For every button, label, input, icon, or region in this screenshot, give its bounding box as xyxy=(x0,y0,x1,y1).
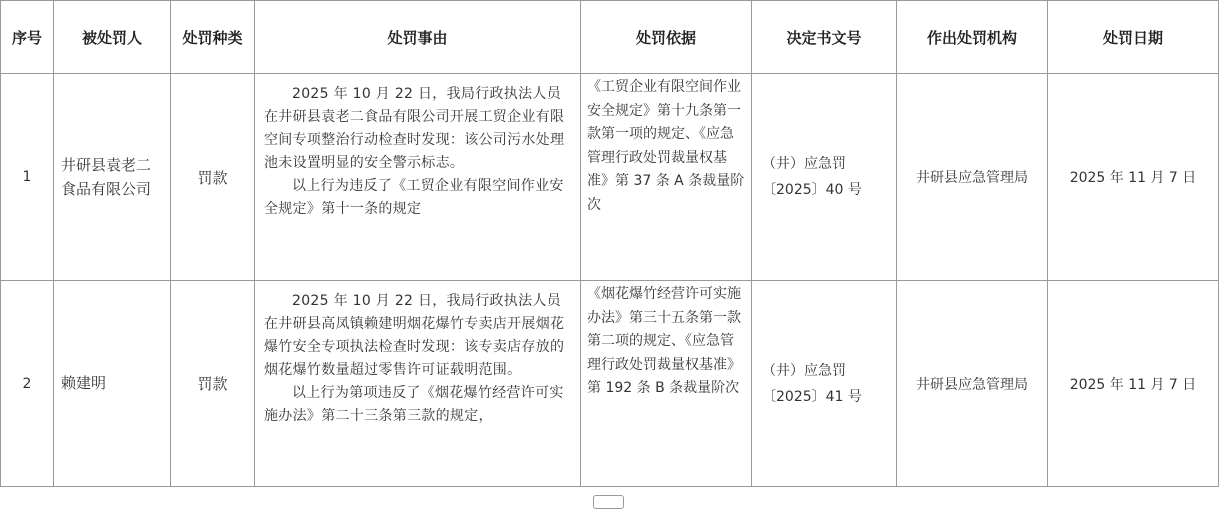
cell-date: 2025 年 11 月 7 日 xyxy=(1048,74,1219,281)
reason-conclusion: 以上行为第项违反了《烟花爆竹经营许可实施办法》第二十三条第三款的规定， xyxy=(264,385,564,424)
doc-no-number: 〔2025〕40 号 xyxy=(762,182,862,198)
table-row xyxy=(1,281,1219,487)
cell-doc-no xyxy=(752,281,897,487)
reason-conclusion: 以上行为违反了《工贸企业有限空间作业安全规定》第十一条的规定 xyxy=(264,178,564,217)
header-seq: 序号 xyxy=(1,1,54,74)
header-party: 被处罚人 xyxy=(54,1,171,74)
cell-party: 井研县袁老二食品有限公司 xyxy=(54,74,171,281)
cell-type: 罚款 xyxy=(171,74,255,281)
header-type: 处罚种类 xyxy=(171,1,255,74)
cell-basis xyxy=(581,281,752,487)
header-reason: 处罚事由 xyxy=(255,1,581,74)
cell-party: 赖建明 xyxy=(54,281,171,487)
doc-no-prefix: （井）应急罚 xyxy=(762,156,846,172)
doc-no-number: 〔2025〕41 号 xyxy=(762,388,862,405)
reason-paragraph: 2025 年 10 月 22 日，我局行政执法人员在井研县袁老二食品有限公司开展工贸企业有限空间专项整治行动检查时发现：该公司污水处理池未设置明显的安全警示标志。 xyxy=(264,86,565,171)
cell-seq: 2 xyxy=(1,281,54,487)
doc-no-prefix: （井）应急罚 xyxy=(762,362,846,379)
basis-text: 《工贸企业有限空间作业安全规定》第十九条第一款第一项的规定、《应急管理行政处罚裁量权基准》第 37 条 A 条裁量阶次 xyxy=(587,79,745,213)
cell-basis xyxy=(581,74,752,281)
cell-org: 井研县应急管理局 xyxy=(897,74,1048,281)
cell-date: 2025 年 11 月 7 日 xyxy=(1048,281,1219,487)
basis-text: 《烟花爆竹经营许可实施办法》第三十五条第一款第二项的规定、《应急管理行政处罚裁量权基准》第 192 条 B 条裁量阶次 xyxy=(587,286,741,396)
reason-paragraph: 2025 年 10 月 22 日，我局行政执法人员在井研县高凤镇赖建明烟花爆竹专卖店开展烟花爆竹安全专项执法检查时发现：该专卖店存放的烟花爆竹数量超过零售许可证载明范围。 xyxy=(264,293,565,378)
header-row xyxy=(1,1,1219,74)
cell-type: 罚款 xyxy=(171,281,255,487)
header-doc-no: 决定书文号 xyxy=(752,1,897,74)
header-date: 处罚日期 xyxy=(1048,1,1219,74)
header-org: 作出处罚机构 xyxy=(897,1,1048,74)
table-row xyxy=(1,74,1219,281)
cell-doc-no xyxy=(752,74,897,281)
cell-reason xyxy=(255,281,581,487)
page-indicator-box[interactable] xyxy=(593,495,624,509)
cell-reason xyxy=(255,74,581,281)
cell-org: 井研县应急管理局 xyxy=(897,281,1048,487)
header-basis: 处罚依据 xyxy=(581,1,752,74)
cell-seq: 1 xyxy=(1,74,54,281)
